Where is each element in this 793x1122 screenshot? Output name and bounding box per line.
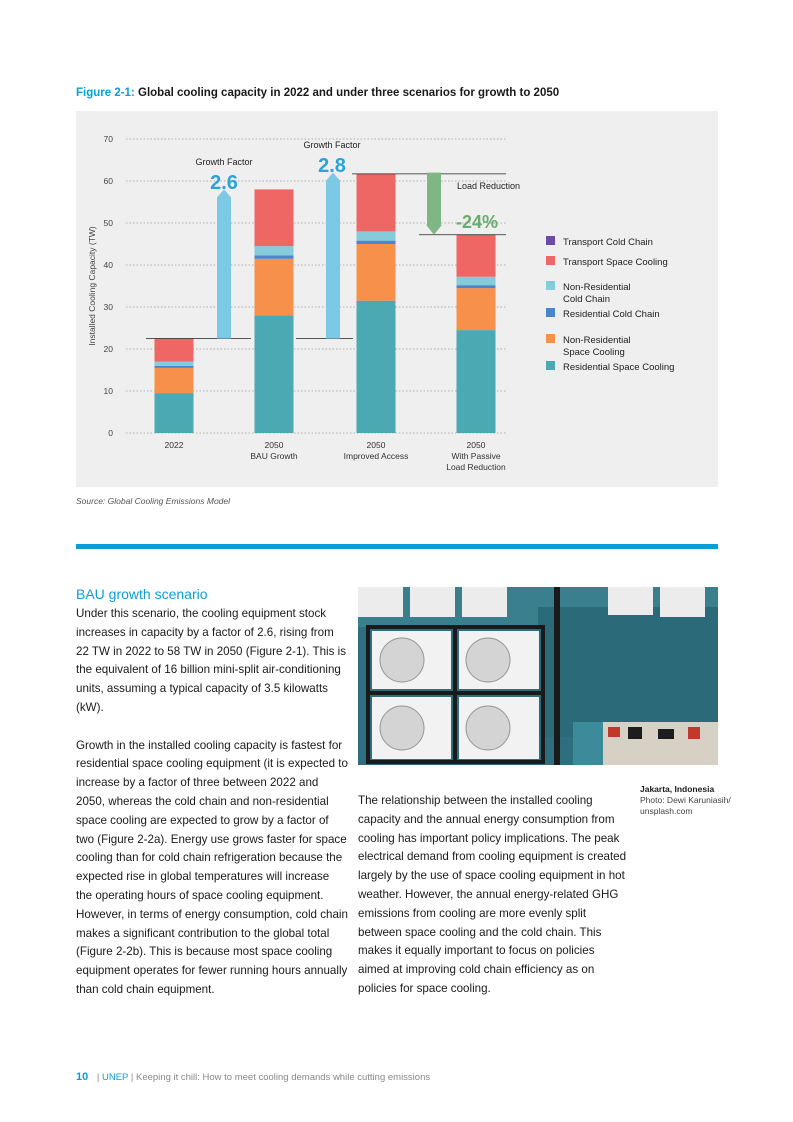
cooling-capacity-chart xyxy=(76,111,718,487)
chart-panel xyxy=(76,111,718,487)
legend-label: Non-Residential xyxy=(563,282,631,293)
growth-factor-value: 2.6 xyxy=(210,172,238,194)
bar-segment xyxy=(457,288,496,330)
bar-segment xyxy=(357,301,396,433)
y-tick-label: 30 xyxy=(103,302,113,312)
page-footer xyxy=(76,1071,430,1083)
x-tick-label: 2050 xyxy=(366,440,386,450)
y-axis-label: Installed Cooling Capacity (TW) xyxy=(87,226,97,346)
bar-segment xyxy=(357,241,396,244)
paragraph: Under this scenario, the cooling equipment stock increases in capacity by a factor of 2.6, rising from 22 TW in 2022 to 58 TW in 2050 (Figure 2-1). This is the equivalent of 16 billion mini-split air-conditioning units, assuming a typical capacity of 3.5 kilowatts (kW). xyxy=(76,607,347,714)
bar-segment xyxy=(357,244,396,301)
section-divider xyxy=(76,544,718,549)
bar-segment xyxy=(255,246,294,255)
bar-segment xyxy=(155,366,194,368)
photo-caption xyxy=(640,784,750,817)
x-tick-label: Improved Access xyxy=(343,451,409,461)
bar-segment xyxy=(255,255,294,258)
bar-segment xyxy=(155,368,194,393)
y-tick-label: 0 xyxy=(108,428,113,438)
y-tick-label: 50 xyxy=(103,218,113,228)
y-tick-label: 70 xyxy=(103,134,113,144)
figure-title-text: Global cooling capacity in 2022 and under three scenarios for growth to 2050 xyxy=(138,87,560,99)
bar-segment xyxy=(457,277,496,285)
footer-title: Keeping it chill: How to meet cooling demands while cutting emissions xyxy=(135,1072,431,1083)
paragraph: The relationship between the installed cooling capacity and the annual energy consumption from cooling has important policy implications. The peak electrical demand from cooling equipment is created largely by the use of space cooling equipment in hot weather. However, the annual energy-related GHG emissions from cooling are more evenly split between space cooling and the cold chain. This makes it equally important to focus on policies aimed at improving cold chain efficiency as on policies for space cooling. xyxy=(358,794,627,995)
bar-segment xyxy=(357,174,396,232)
bar-segment xyxy=(457,330,496,433)
bar-segment xyxy=(155,339,194,362)
footer-org: UNEP xyxy=(102,1072,129,1083)
x-tick-label: 2050 xyxy=(466,440,486,450)
y-tick-label: 20 xyxy=(103,344,113,354)
y-tick-label: 40 xyxy=(103,260,113,270)
y-tick-label: 10 xyxy=(103,386,113,396)
page-number: 10 xyxy=(76,1071,89,1083)
x-tick-label: 2050 xyxy=(264,440,284,450)
paragraph: Growth in the installed cooling capacity is fastest for residential space cooling equipment (it is expected to increase by a factor of three between 2022 and 2050, whereas the cold chain and non-residential space cooling are expected to grow by a factor of two (Figure 2-2a). Energy use grows faster for space cooling than for cold chain refrigeration because the expected rise in global temperatures will increase the operating hours of space cooling equipment. However, in terms of energy consumption, cold chain makes a significant contribution to the global total (Figure 2-2b). This is because most space cooling equipment operates for fewer running hours annually than cold chain equipment. xyxy=(76,738,348,996)
bar-segment xyxy=(255,189,294,246)
legend-label: Cold Chain xyxy=(563,294,610,305)
bar-segment xyxy=(357,231,396,240)
figure-source: Source: Global Cooling Emissions Model xyxy=(76,496,231,506)
load-reduction-arrow xyxy=(426,173,442,235)
growth-factor-value: 2.8 xyxy=(318,155,346,177)
legend-swatch xyxy=(546,236,555,245)
photo-ac-units xyxy=(358,587,718,765)
legend-swatch xyxy=(546,256,555,265)
footer-separator: | xyxy=(130,1072,134,1083)
footer-separator: | xyxy=(96,1072,100,1083)
section-heading: BAU growth scenario xyxy=(76,586,208,602)
bar-segment xyxy=(155,393,194,433)
x-tick-label: BAU Growth xyxy=(250,451,298,461)
x-tick-label: Load Reduction xyxy=(446,462,506,472)
photo-place: Jakarta, Indonesia xyxy=(640,784,715,794)
legend-swatch xyxy=(546,334,555,343)
bar-segment xyxy=(457,235,496,277)
growth-arrow-2-8 xyxy=(326,173,340,339)
legend-label: Space Cooling xyxy=(563,347,625,358)
x-tick-label: 2022 xyxy=(164,440,184,450)
legend-label: Transport Cold Chain xyxy=(563,237,653,248)
bar-segment xyxy=(255,259,294,316)
bar-segment xyxy=(155,362,194,366)
x-tick-label: With Passive xyxy=(451,451,501,461)
load-reduction-value: -24% xyxy=(456,212,499,232)
legend-label: Residential Space Cooling xyxy=(563,362,675,373)
y-tick-label: 60 xyxy=(103,176,113,186)
growth-arrow-2-6 xyxy=(217,189,231,338)
load-reduction-label: Load Reduction xyxy=(457,181,521,191)
figure-label: Figure 2-1: xyxy=(76,87,135,99)
legend-swatch xyxy=(546,281,555,290)
bar-segment xyxy=(255,315,294,433)
legend-label: Transport Space Cooling xyxy=(563,257,668,268)
growth-factor-label: Growth Factor xyxy=(195,157,253,167)
legend-swatch xyxy=(546,361,555,370)
left-column xyxy=(76,605,348,1019)
legend-label: Residential Cold Chain xyxy=(563,309,660,320)
bar-segment xyxy=(457,285,496,288)
figure-title xyxy=(76,87,559,99)
middle-column xyxy=(358,792,628,1018)
growth-factor-label: Growth Factor xyxy=(303,140,361,150)
photo-credit: Photo: Dewi Karuniasih/ unsplash.com xyxy=(640,795,731,816)
legend-label: Non-Residential xyxy=(563,335,631,346)
legend-swatch xyxy=(546,308,555,317)
